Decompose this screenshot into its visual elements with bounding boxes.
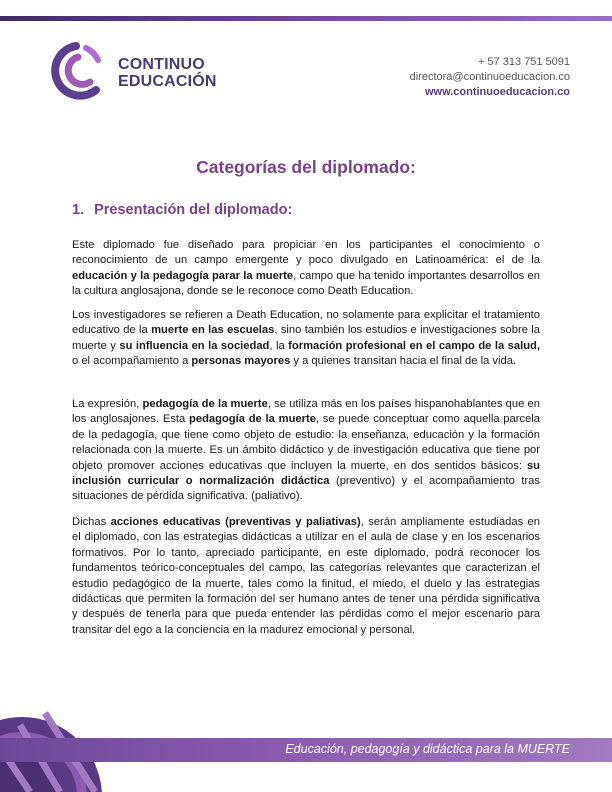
paragraph-1-segment: educación y la pedagogía parar la muerte [72,269,294,282]
paragraph-1-segment: , campo que ha tenido importantes desarrollos en la cultura anglosajona, donde se le reconoce como Death Education. [72,269,540,298]
paragraph-1 [72,238,540,300]
header-top-bar [0,16,612,21]
logo-text-line2: EDUCACIÓN [118,73,217,90]
paragraph-3-segment: pedagogía de la muerte [142,398,268,410]
paragraph-2-segment: , sino también los estudios e investigaciones sobre la muerte y [72,324,540,352]
paragraph-2-segment: formación profesional en el campo de la salud, [288,339,540,352]
paragraph-2-segment: y a quienes transitan hacia el final de la vida. [290,355,517,368]
continuo-educacion-logo [38,40,248,102]
paragraph-2 [72,308,540,370]
contact-website[interactable]: www.continuoeducacion.co [424,86,570,98]
paragraph-4-segment: Dichas [72,516,111,528]
paragraph-3-segment: , se utiliza más en los países hispanohablantes que en los anglosajones. Esta [72,398,540,426]
contact-block [410,55,570,100]
section-number: 1. [72,202,85,218]
paragraph-3-segment: La expresión, [72,398,143,410]
paragraph-2-segment: o el acompañamiento a [72,355,192,368]
paragraph-2-segment: personas mayores [191,355,291,368]
paragraph-3-segment: (preventivo) y el acompañamiento tras situaciones de pérdida significativa. (paliativo). [72,475,540,503]
paragraph-3-segment: pedagogía de la muerte [189,413,316,426]
paragraph-3-segment: su inclusión curricular o normalización didáctica [72,459,540,488]
logo-text-line1: CONTINUO [118,56,205,73]
logo-mark-icon [38,40,114,102]
paragraph-2-segment: muerte en las escuelas [151,324,275,337]
page-title: Categorías del diplomado: [196,157,416,177]
paragraph-2-segment: Los investigadores se refieren a Death Education, no solamente para explicitar el tratamiento educativo de la [72,309,540,337]
paragraph-1-segment: Este diplomado fue diseñado para propiciar en los participantes el conocimiento o reconocimiento de un campo emergente y poco divulgado en Latinoamérica: el de la [72,239,540,267]
section-heading-text: Presentación del diplomado: [94,202,293,218]
paragraph-4-segment: , serán ampliamente estudiadas en el diplomado, con las estrategias didácticas a utilizar en el aula de clase y en los escenarios formativos. Por lo tanto, apreciado participante, en este diplomado, podrá reconocer los fundamentos teórico-conceptuales del campo, las categorías relevantes que caracterizan el estudio pedagógico de la muerte, tales como la finitud, el miedo, el duelo y las estrategias didácticas que permiten la formación del ser humano antes de tener una pérdida significativa y después de tenerla para que pueda entender las pérdidas como el mejor escenario para transitar del ego a la conciencia en la madurez emocional y personal. [72,516,540,636]
paragraph-3-segment: , se puede conceptuar como aquella parcela de la pedagogía, que tiene como objeto de estudio: la enseñanza, educación y la formación relacionada con la muerte. Es un ámbito didáctico y de investigación educativa que tiene por objeto promover acciones educativas que incluyen la muerte, en dos sentidos básicos: [72,413,541,472]
paragraph-2-segment: , la [269,339,289,352]
contact-phone: + 57 313 751 5091 [477,56,570,68]
section-heading [72,202,292,218]
paragraph-3 [72,397,540,505]
contact-email[interactable]: directora@continuoeducacion.co [409,71,570,83]
paragraph-4 [72,515,540,638]
footer-tagline: Educación, pedagogía y didáctica para la MUERTE [285,742,570,756]
paragraph-2-segment: su influencia en la sociedad [119,339,270,352]
paragraph-4-segment: acciones educativas (preventivas y paliativas) [110,516,361,528]
